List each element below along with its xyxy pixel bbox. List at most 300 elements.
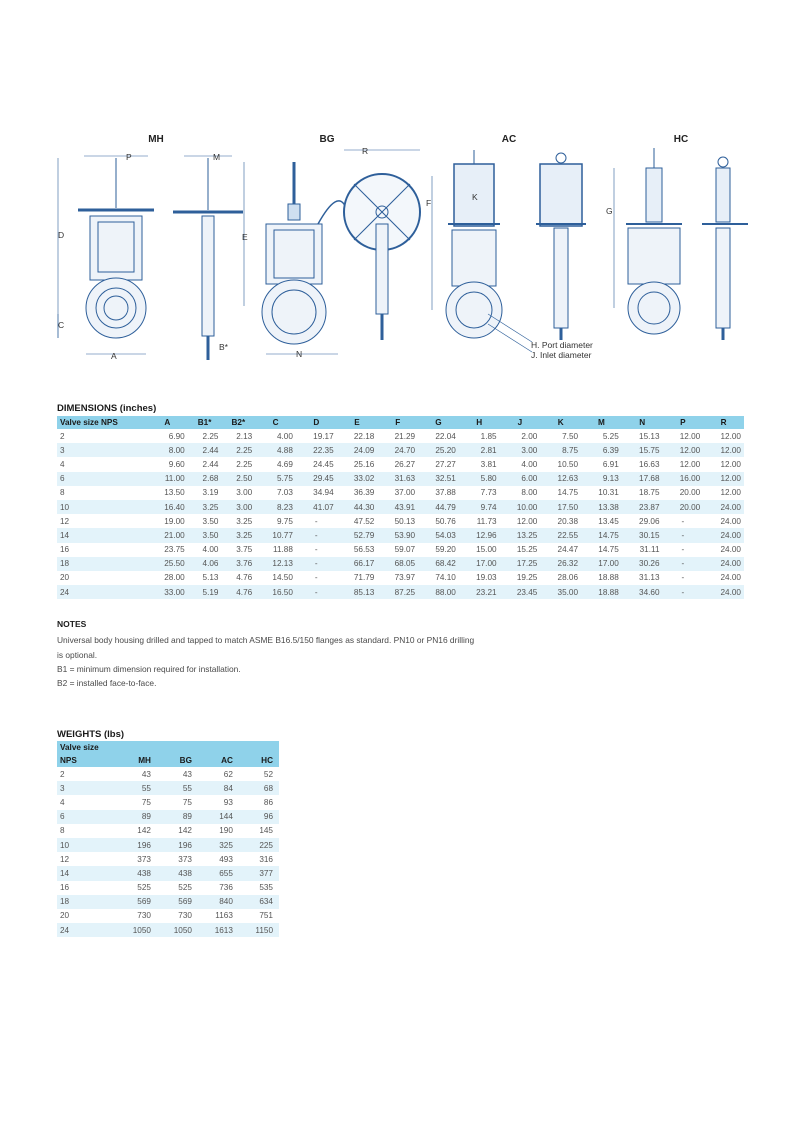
table-row [57, 528, 744, 542]
weights-title: WEIGHTS (lbs) [57, 729, 125, 740]
table-cell: 438 [157, 866, 198, 880]
table-cell: 13.50 [164, 488, 185, 498]
table-cell: - [296, 557, 337, 571]
table-cell: 12.63 [540, 472, 581, 486]
table-cell: 33.02 [337, 472, 378, 486]
table-cell: 2.81 [459, 443, 500, 457]
table-cell: 19.25 [516, 573, 538, 583]
table-cell: 30.26 [622, 557, 663, 571]
table-cell: 52 [263, 769, 273, 779]
table-row [57, 810, 279, 824]
table-cell: 569 [116, 895, 157, 909]
table-cell: 23.87 [622, 500, 663, 514]
table-cell: 31.13 [639, 573, 660, 583]
table-row [57, 852, 279, 866]
table-cell: 31.11 [639, 545, 660, 555]
column-header: P [663, 416, 704, 429]
table-cell: 84 [198, 781, 239, 795]
weights-header-top-row [57, 741, 279, 754]
table-cell: 75 [182, 797, 192, 807]
table-cell: 50.13 [394, 516, 416, 526]
table-row [57, 571, 744, 585]
table-cell: 50.76 [435, 516, 456, 526]
table-cell: 190 [219, 826, 233, 836]
table-cell: 4.76 [221, 585, 255, 599]
table-cell: 25.20 [418, 443, 459, 457]
table-cell: 11.88 [273, 545, 293, 555]
table-cell: 19.03 [476, 573, 497, 583]
table-cell: 5.25 [602, 431, 619, 441]
table-cell: 8.00 [521, 488, 538, 498]
table-cell: 5.19 [188, 585, 222, 599]
column-header: C [255, 416, 296, 429]
table-cell: 2.50 [221, 472, 255, 486]
table-row [57, 923, 279, 937]
table-row [57, 500, 744, 514]
table-cell: 4.76 [236, 573, 253, 583]
table-cell: 12.00 [703, 443, 744, 457]
table-cell: 196 [116, 838, 157, 852]
table-cell: 525 [137, 883, 151, 893]
table-cell: 25.50 [147, 557, 188, 571]
table-cell: 6 [57, 472, 147, 486]
hc-front-view [614, 148, 682, 334]
table-cell: 751 [259, 911, 273, 921]
dim-label-g: G [606, 206, 613, 216]
table-cell: 6.90 [168, 431, 185, 441]
dim-label-k: K [472, 192, 478, 202]
table-cell: 19.00 [164, 516, 185, 526]
column-header: N [622, 416, 663, 429]
table-cell: - [663, 585, 704, 599]
column-header: A [147, 416, 188, 429]
table-cell: 59.07 [394, 545, 416, 555]
table-cell: 52.79 [337, 528, 378, 542]
table-cell: 71.79 [353, 573, 375, 583]
table-cell: 4.00 [202, 545, 219, 555]
table-cell: 730 [137, 911, 151, 921]
table-cell: 89 [157, 810, 198, 824]
table-cell: 5.80 [459, 472, 500, 486]
valve-drawings [48, 128, 758, 368]
drawing-header-bg: BG [319, 134, 335, 145]
table-cell: 14 [57, 866, 116, 880]
table-cell: 37.00 [394, 488, 416, 498]
table-cell: 2.25 [221, 443, 255, 457]
table-cell: 9.74 [459, 500, 500, 514]
table-cell: - [681, 545, 685, 555]
table-cell: 26.32 [540, 557, 581, 571]
table-cell: 142 [178, 826, 192, 836]
table-cell: 13.25 [500, 528, 541, 542]
table-cell: 75 [141, 797, 151, 807]
notes-line: Universal body housing drilled and tapped to match ASME B16.5/150 flanges as standard. PN10 or PN16 drilling [57, 635, 475, 646]
table-cell: 736 [219, 883, 233, 893]
table-cell: 525 [178, 883, 192, 893]
table-cell: 145 [259, 826, 273, 836]
table-row [57, 543, 744, 557]
table-cell: 535 [259, 883, 273, 893]
table-cell: 34.94 [313, 488, 334, 498]
table-cell: 15.00 [476, 545, 497, 555]
table-cell: 1050 [157, 923, 198, 937]
table-cell: 18 [57, 895, 116, 909]
table-row [57, 486, 744, 500]
table-cell: 6.00 [500, 472, 541, 486]
table-cell: 8.00 [147, 443, 188, 457]
table-cell: 4.06 [188, 557, 222, 571]
table-cell: 34.60 [622, 585, 663, 599]
table-cell: 68.05 [377, 557, 418, 571]
table-cell: 20 [60, 911, 70, 921]
table-cell: 6.91 [602, 459, 619, 469]
table-cell: 12.00 [720, 431, 741, 441]
table-cell: 4.88 [255, 443, 296, 457]
dim-label-m: M [213, 152, 221, 162]
table-cell: 55 [116, 781, 157, 795]
table-cell: 28.00 [164, 573, 185, 583]
table-cell: 20.00 [679, 488, 701, 498]
drawing-header-hc: HC [673, 134, 689, 145]
table-cell: 12.96 [459, 528, 500, 542]
table-cell: 74.10 [435, 573, 456, 583]
table-row [57, 472, 744, 486]
table-cell: 4.00 [276, 431, 293, 441]
table-cell: 12.00 [663, 443, 704, 457]
table-cell: - [314, 545, 318, 555]
table-row [57, 895, 279, 909]
notes-section [57, 617, 474, 690]
table-cell: 22.55 [540, 528, 581, 542]
table-cell: 13.45 [598, 516, 619, 526]
table-cell: 24.70 [377, 443, 418, 457]
table-cell: 23.21 [459, 585, 500, 599]
table-cell: 11.73 [476, 516, 497, 526]
table-row [57, 781, 279, 795]
table-cell: 93 [223, 797, 233, 807]
table-cell: 43.91 [377, 500, 418, 514]
table-cell: 29.06 [639, 516, 660, 526]
table-cell: 2.25 [236, 459, 253, 469]
table-cell: 3.81 [480, 459, 497, 469]
table-cell: 14.75 [581, 528, 622, 542]
notes-line: B1 = minimum dimension required for installation. [57, 663, 241, 674]
table-cell: 14.75 [598, 545, 619, 555]
table-cell: 15.25 [516, 545, 538, 555]
table-cell: 47.52 [353, 516, 375, 526]
table-cell: 438 [116, 866, 157, 880]
table-cell: 89 [116, 810, 157, 824]
table-row [57, 457, 744, 471]
table-row [57, 795, 279, 809]
table-cell: 3.25 [221, 528, 255, 542]
table-cell: 96 [239, 810, 279, 824]
table-cell: - [681, 573, 685, 583]
column-header: Valve size NPS [57, 416, 147, 429]
mh-side-view [173, 156, 244, 360]
table-cell: 10.50 [557, 459, 579, 469]
table-cell: 655 [198, 866, 239, 880]
table-cell: 24.00 [703, 585, 744, 599]
mh-front-view [58, 156, 154, 354]
dim-label-d: D [58, 230, 65, 240]
table-cell: - [663, 557, 704, 571]
bg-front-view [262, 162, 346, 354]
table-cell: 14 [57, 528, 147, 542]
table-cell: 22.35 [296, 443, 337, 457]
column-header: H [459, 416, 500, 429]
table-cell: 24 [57, 923, 116, 937]
table-cell: 24.00 [703, 528, 744, 542]
table-cell: 1050 [116, 923, 157, 937]
table-cell: 10.31 [598, 488, 619, 498]
bg-handwheel-view [344, 150, 420, 340]
table-cell: 3.19 [202, 488, 219, 498]
table-cell: 59.20 [435, 545, 456, 555]
table-cell: 377 [239, 866, 279, 880]
table-row [57, 585, 744, 599]
table-cell: 43 [141, 769, 151, 779]
table-cell: 12.00 [720, 459, 741, 469]
table-cell: 3 [57, 781, 116, 795]
table-cell: 144 [198, 810, 239, 824]
table-cell: 29.45 [296, 472, 337, 486]
table-cell: 17.00 [581, 557, 622, 571]
table-cell: 18 [57, 557, 147, 571]
table-row [57, 514, 744, 528]
table-cell: 31.63 [377, 472, 418, 486]
table-cell: 16.00 [663, 472, 704, 486]
table-cell: 62 [223, 769, 233, 779]
table-cell: 30.15 [622, 528, 663, 542]
table-cell: 4 [60, 459, 65, 469]
table-cell: 12.00 [679, 431, 701, 441]
table-cell: 44.79 [418, 500, 459, 514]
table-cell: 12 [60, 516, 70, 526]
table-row [57, 881, 279, 895]
ac-side-view [536, 153, 586, 340]
table-cell: 493 [219, 854, 233, 864]
dim-label-b: B* [219, 342, 228, 352]
dimensions-header-row [57, 416, 744, 429]
table-row [57, 824, 279, 838]
table-cell: 2.68 [188, 472, 222, 486]
table-cell: 8.75 [540, 443, 581, 457]
table-cell: 325 [198, 838, 239, 852]
table-cell: 15.13 [639, 431, 660, 441]
table-cell: 316 [259, 854, 273, 864]
table-cell: 7.03 [276, 488, 293, 498]
table-cell: 10.77 [255, 528, 296, 542]
table-cell: 12.00 [679, 459, 701, 469]
table-cell: 20.00 [663, 500, 704, 514]
table-cell: 24.47 [557, 545, 579, 555]
table-cell: 28.06 [557, 573, 579, 583]
weights-header-row [57, 754, 279, 767]
drawing-header-ac: AC [501, 134, 517, 145]
weights-table [57, 741, 279, 937]
table-cell: 12 [60, 854, 70, 864]
weights-header-valve-size: Valve size [57, 741, 279, 754]
table-cell: 142 [137, 826, 151, 836]
table-cell: 19.17 [313, 431, 334, 441]
table-cell: 373 [178, 854, 192, 864]
table-cell: 4.00 [521, 459, 538, 469]
hc-side-view [702, 157, 748, 340]
table-cell: 55 [157, 781, 198, 795]
table-cell: 225 [239, 838, 279, 852]
dim-label-p: P [126, 152, 132, 162]
column-header: R [703, 416, 744, 429]
table-cell: 14.75 [557, 488, 579, 498]
table-cell: 33.00 [147, 585, 188, 599]
table-cell: 8 [60, 488, 65, 498]
column-header: HC [239, 754, 279, 767]
column-header: BG [157, 754, 198, 767]
table-cell: 3.00 [236, 488, 253, 498]
column-header: D [296, 416, 337, 429]
table-cell: 25.16 [353, 459, 375, 469]
column-header: F [377, 416, 418, 429]
column-header: B2* [221, 416, 255, 429]
table-cell: 6.39 [581, 443, 622, 457]
table-cell: 15.75 [622, 443, 663, 457]
table-cell: 68.42 [418, 557, 459, 571]
dim-label-a: A [111, 351, 117, 361]
table-cell: 7.73 [480, 488, 497, 498]
table-cell: 373 [137, 854, 151, 864]
inlet-diameter-callout: J. Inlet diameter [531, 350, 592, 360]
table-cell: 3 [57, 443, 147, 457]
table-cell: 8 [60, 826, 65, 836]
table-cell: - [314, 516, 318, 526]
table-cell: 3.50 [188, 528, 222, 542]
table-cell: 32.51 [418, 472, 459, 486]
table-cell: 35.00 [540, 585, 581, 599]
table-cell: 3.00 [500, 443, 541, 457]
table-cell: 86 [263, 797, 273, 807]
table-cell: 1.85 [480, 431, 497, 441]
table-cell: 54.03 [418, 528, 459, 542]
table-cell: 3.25 [236, 516, 253, 526]
dimensions-title: DIMENSIONS (inches) [57, 403, 157, 414]
table-row [57, 557, 744, 571]
table-cell: 41.07 [296, 500, 337, 514]
table-cell: 23.75 [164, 545, 185, 555]
table-cell: 23.45 [500, 585, 541, 599]
table-cell: 21.29 [394, 431, 416, 441]
table-cell: 24.00 [703, 500, 744, 514]
table-cell: 5.75 [255, 472, 296, 486]
table-cell: 24.00 [720, 545, 741, 555]
dim-label-c: C [58, 320, 65, 330]
table-cell: 17.50 [540, 500, 581, 514]
table-cell: 11.00 [147, 472, 188, 486]
table-row [57, 443, 744, 457]
table-cell: 17.68 [622, 472, 663, 486]
table-cell: 3.25 [188, 500, 222, 514]
table-cell: 24.00 [703, 557, 744, 571]
drawing-header-mh: MH [148, 134, 164, 145]
table-cell: 21.00 [147, 528, 188, 542]
notes-title: NOTES [57, 619, 87, 629]
table-cell: 6 [57, 810, 116, 824]
table-cell: 1613 [198, 923, 239, 937]
table-row [57, 866, 279, 880]
table-row [57, 909, 279, 923]
table-cell: 2.44 [188, 443, 222, 457]
table-cell: 26.27 [394, 459, 416, 469]
table-cell: 3.50 [202, 516, 219, 526]
table-cell: 20 [60, 573, 70, 583]
table-cell: 24.00 [720, 573, 741, 583]
table-cell: 9.75 [276, 516, 293, 526]
table-cell: 4.69 [276, 459, 293, 469]
column-header: K [540, 416, 581, 429]
column-header: J [500, 416, 541, 429]
table-cell: 18.88 [598, 573, 619, 583]
table-cell: 3.00 [221, 500, 255, 514]
table-cell: - [663, 528, 704, 542]
table-cell: 1150 [239, 923, 279, 937]
table-cell: 9.60 [168, 459, 185, 469]
column-header: M [581, 416, 622, 429]
table-cell: - [681, 516, 685, 526]
table-cell: 12.00 [720, 488, 741, 498]
port-diameter-callout: H. Port diameter [531, 340, 593, 350]
dim-label-r: R [362, 146, 369, 156]
table-cell: 37.88 [435, 488, 456, 498]
table-row [57, 838, 279, 852]
table-cell: - [296, 585, 337, 599]
table-cell: 8.23 [255, 500, 296, 514]
table-cell: 16.63 [639, 459, 660, 469]
table-cell: 22.04 [435, 431, 456, 441]
table-cell: 22.18 [353, 431, 375, 441]
table-cell: 27.27 [435, 459, 456, 469]
table-cell: 2.13 [236, 431, 253, 441]
notes-line: is optional. [57, 649, 98, 660]
table-cell: 10 [57, 838, 116, 852]
table-cell: 16.40 [147, 500, 188, 514]
column-header: MH [116, 754, 157, 767]
table-cell: 18.88 [581, 585, 622, 599]
table-cell: 14.50 [272, 573, 293, 583]
table-cell: 20.38 [557, 516, 579, 526]
table-cell: 24 [57, 585, 147, 599]
table-cell: 12.00 [703, 472, 744, 486]
table-row [57, 767, 279, 781]
table-cell: 18.75 [639, 488, 660, 498]
table-cell: 2.44 [202, 459, 219, 469]
table-cell: 634 [239, 895, 279, 909]
table-cell: 5.13 [202, 573, 219, 583]
table-cell: - [296, 528, 337, 542]
table-cell: 88.00 [418, 585, 459, 599]
table-cell: 16 [60, 545, 70, 555]
table-cell: 12.13 [255, 557, 296, 571]
table-cell: 87.25 [377, 585, 418, 599]
table-cell: 196 [157, 838, 198, 852]
table-cell: 10 [57, 500, 147, 514]
column-header: E [337, 416, 378, 429]
ac-front-view [432, 150, 532, 352]
table-cell: 85.13 [337, 585, 378, 599]
dim-label-e: E [242, 232, 248, 242]
table-cell: 56.53 [353, 545, 375, 555]
table-cell: 569 [157, 895, 198, 909]
table-cell: 2.25 [202, 431, 219, 441]
